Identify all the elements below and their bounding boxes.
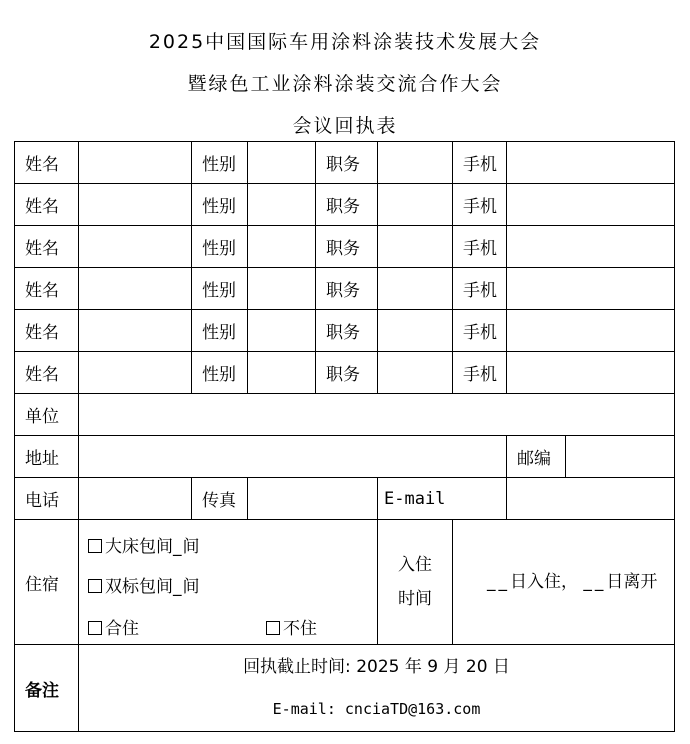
twin-room-label: 双标包间 — [105, 577, 173, 597]
shared-room-option[interactable] — [88, 614, 139, 639]
twin-room-checkbox[interactable] — [88, 579, 102, 593]
twin-room-count-blank[interactable]: _ — [173, 577, 183, 597]
gender-label: 性别 — [192, 226, 248, 268]
gender-field[interactable] — [248, 310, 316, 352]
checkin-label-line1: 入住 — [398, 555, 432, 575]
depart-text: 日离开 — [606, 572, 658, 592]
attendee-row — [15, 226, 675, 268]
position-label: 职务 — [316, 268, 378, 310]
position-label: 职务 — [316, 226, 378, 268]
deadline-note: 回执截止时间: 2025 年 9 月 20 日 — [243, 657, 510, 677]
no-stay-option[interactable] — [266, 614, 317, 639]
gender-field[interactable] — [248, 352, 316, 394]
address-field[interactable] — [79, 436, 507, 478]
phone-label: 手机 — [453, 352, 507, 394]
phone-field[interactable] — [507, 226, 675, 268]
position-field[interactable] — [378, 184, 453, 226]
checkin-time-label — [378, 520, 453, 645]
position-field[interactable] — [378, 310, 453, 352]
form-title-line1: 2025中国国际车用涂料涂装技术发展大会 — [148, 31, 542, 53]
form-title-receipt: 会议回执表 — [292, 115, 398, 137]
position-field[interactable] — [378, 352, 453, 394]
contact-email: E-mail: cnciaTD@163.com — [272, 700, 481, 718]
telephone-field[interactable] — [79, 478, 192, 520]
gender-label: 性别 — [192, 352, 248, 394]
attendee-row — [15, 310, 675, 352]
name-label: 姓名 — [15, 184, 79, 226]
shared-room-label: 合住 — [105, 619, 139, 639]
registration-table — [14, 141, 675, 732]
lodging-options — [79, 520, 378, 645]
phone-field[interactable] — [507, 142, 675, 184]
checkin-dates-field[interactable] — [453, 520, 675, 645]
name-field[interactable] — [79, 310, 192, 352]
name-label: 姓名 — [15, 268, 79, 310]
phone-field[interactable] — [507, 310, 675, 352]
company-field[interactable] — [79, 394, 675, 436]
company-row — [15, 394, 675, 436]
gender-label: 性别 — [192, 184, 248, 226]
position-label: 职务 — [316, 310, 378, 352]
remarks-label: 备注 — [15, 645, 79, 732]
position-field[interactable] — [378, 268, 453, 310]
king-room-label: 大床包间 — [105, 537, 173, 557]
name-field[interactable] — [79, 142, 192, 184]
address-row — [15, 436, 675, 478]
attendee-row — [15, 142, 675, 184]
room-unit-label: 间 — [182, 577, 200, 597]
fax-label: 传真 — [192, 478, 248, 520]
attendee-row — [15, 268, 675, 310]
attendee-row — [15, 352, 675, 394]
name-label: 姓名 — [15, 142, 79, 184]
gender-label: 性别 — [192, 142, 248, 184]
telephone-label: 电话 — [15, 478, 79, 520]
email-label: E-mail — [378, 478, 507, 520]
attendee-row — [15, 184, 675, 226]
gender-label: 性别 — [192, 268, 248, 310]
king-room-count-blank[interactable]: _ — [173, 537, 183, 557]
lodging-row — [15, 520, 675, 645]
gender-label: 性别 — [192, 310, 248, 352]
phone-field[interactable] — [507, 268, 675, 310]
remarks-content — [79, 645, 675, 732]
name-field[interactable] — [79, 268, 192, 310]
king-room-option[interactable] — [88, 532, 200, 557]
position-field[interactable] — [378, 142, 453, 184]
depart-day-blank[interactable]: __ — [583, 572, 607, 592]
phone-label: 手机 — [453, 226, 507, 268]
name-field[interactable] — [79, 226, 192, 268]
position-label: 职务 — [316, 142, 378, 184]
checkin-label-line2: 时间 — [398, 589, 432, 609]
gender-field[interactable] — [248, 268, 316, 310]
twin-room-option[interactable] — [88, 572, 200, 597]
postcode-label: 邮编 — [507, 436, 566, 478]
gender-field[interactable] — [248, 184, 316, 226]
phone-label: 手机 — [453, 184, 507, 226]
company-label: 单位 — [15, 394, 79, 436]
gender-field[interactable] — [248, 142, 316, 184]
contact-row — [15, 478, 675, 520]
no-stay-checkbox[interactable] — [266, 621, 280, 635]
position-label: 职务 — [316, 184, 378, 226]
phone-label: 手机 — [453, 142, 507, 184]
address-label: 地址 — [15, 436, 79, 478]
email-field[interactable] — [507, 478, 675, 520]
position-field[interactable] — [378, 226, 453, 268]
name-label: 姓名 — [15, 352, 79, 394]
phone-field[interactable] — [507, 184, 675, 226]
phone-field[interactable] — [507, 352, 675, 394]
name-field[interactable] — [79, 184, 192, 226]
room-unit-label: 间 — [182, 537, 200, 557]
shared-room-checkbox[interactable] — [88, 621, 102, 635]
position-label: 职务 — [316, 352, 378, 394]
fax-field[interactable] — [248, 478, 378, 520]
remarks-row — [15, 645, 675, 732]
form-title-line2: 暨绿色工业涂料涂装交流合作大会 — [187, 73, 503, 95]
phone-label: 手机 — [453, 268, 507, 310]
gender-field[interactable] — [248, 226, 316, 268]
postcode-field[interactable] — [566, 436, 675, 478]
lodging-label: 住宿 — [15, 520, 79, 645]
phone-label: 手机 — [453, 310, 507, 352]
arrive-day-blank[interactable]: __ — [487, 572, 510, 592]
name-label: 姓名 — [15, 226, 79, 268]
arrive-text: 日入住， — [510, 572, 578, 592]
king-room-checkbox[interactable] — [88, 539, 102, 553]
no-stay-label: 不住 — [283, 619, 317, 639]
name-field[interactable] — [79, 352, 192, 394]
name-label: 姓名 — [15, 310, 79, 352]
